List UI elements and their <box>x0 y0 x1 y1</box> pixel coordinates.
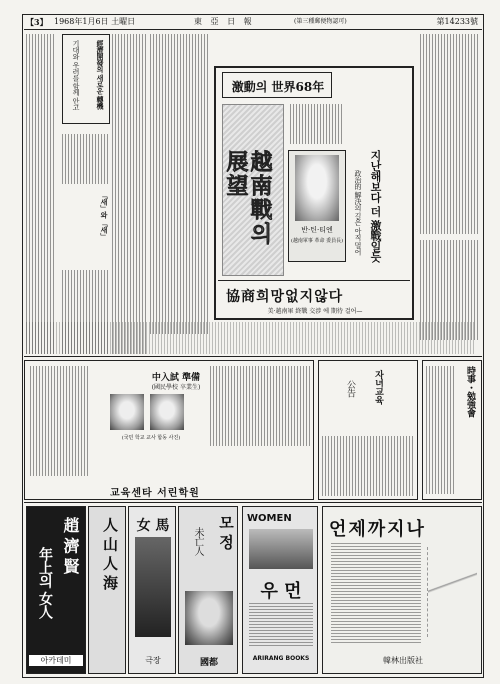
footer-academy: 교육센타 서린학원 <box>110 488 200 499</box>
ad-rule <box>24 502 482 503</box>
ad-book-ending-text <box>331 543 421 643</box>
ad-movie-4 <box>178 506 238 674</box>
ad-book-women-korean: 우 먼 <box>260 581 302 602</box>
ad-movie-4-brand: 國都 <box>199 658 218 668</box>
ad-movie-4-title: 모 정 <box>217 515 235 549</box>
mid-rule <box>24 356 482 357</box>
mid-title: 中入試 準備 <box>151 373 201 383</box>
ad-movie-3-title: 女 馬 <box>136 518 170 534</box>
ad-movie-1-brand: 아카데미 <box>29 655 83 666</box>
left-body-text <box>26 34 56 354</box>
left-body-text-3 <box>62 134 110 184</box>
left-headline-2: 「새」와 「새」 <box>100 192 109 240</box>
ad-book-women-title: WOMEN <box>247 513 292 524</box>
mid-photo-1 <box>110 394 144 430</box>
ad-movie-1-sub: 年上의 女人 <box>37 547 53 619</box>
feature-byline: 美·越南軍 終戰 交涉 에 期待 걸어— <box>267 308 363 315</box>
ad-movie-4-image <box>185 591 233 645</box>
center-title: 자녀교육 <box>373 370 383 404</box>
feature-bottom-headline: 協商희망없지않다 <box>226 289 344 305</box>
ad-book-ending-illustration <box>427 547 477 637</box>
paper-title: 東 亞 日 報 <box>194 17 255 26</box>
ad-movie-4-sub: 未亡人 <box>192 527 203 556</box>
feature-vertical-title: 越南戰의 展望 <box>223 150 273 246</box>
center-text <box>322 436 414 496</box>
ad-movie-2-title: 人 山 人 海 <box>101 517 119 590</box>
right-title: 時事・勉強會 <box>465 366 475 417</box>
issue-number: 第14233號 <box>436 17 478 26</box>
feature-right-text <box>290 104 342 144</box>
portrait-photo <box>295 155 339 221</box>
masthead <box>24 15 482 29</box>
edition-note: (第三種郵便物認可) <box>294 18 347 25</box>
ad-movie-3 <box>128 506 176 674</box>
feature-bottom-rule <box>218 280 410 281</box>
left-article <box>26 34 146 354</box>
feature-banner: 激動의 世界68年 <box>231 80 325 94</box>
ad-book-women <box>242 506 318 674</box>
portrait-caption: (越南軍事 革命 委員長) <box>290 238 344 244</box>
ad-book-ending-title: 언제까지나 <box>329 519 426 540</box>
column-2-text <box>150 34 210 334</box>
ad-movie-2 <box>88 506 126 674</box>
left-headline-1: 經濟開發의 새로운 轉機 <box>96 40 105 109</box>
lower-band-text <box>26 322 476 354</box>
mid-center-text <box>210 366 310 446</box>
mid-photo-caption: (국민 학교 교사 합동 사진) <box>121 435 181 441</box>
ad-movie-3-brand: 극장 <box>145 656 161 665</box>
mid-subtitle: (國民學校 卒業生) <box>151 384 201 391</box>
ad-movie-1-title: 趙 濟 賢 <box>61 517 80 574</box>
mid-photo-2 <box>150 394 184 430</box>
right-column-text <box>420 34 480 234</box>
feature-right-headline: 지난해보다 더 激戰일듯 <box>369 150 382 262</box>
ad-movie-1 <box>26 506 86 674</box>
ad-book-women-image <box>249 529 313 569</box>
mid-left-text <box>30 366 90 476</box>
ad-book-women-text <box>249 603 313 647</box>
page-number: 【3】 <box>26 17 48 27</box>
left-headline-3: 기대와 우려를 함께 안고 <box>72 40 80 111</box>
right-box-text <box>426 366 454 494</box>
portrait-frame <box>288 150 346 262</box>
ad-movie-3-image <box>135 537 171 637</box>
issue-date: 1968年1月6日 土曜日 <box>54 17 136 26</box>
center-note: 公告 <box>345 380 355 397</box>
ad-book-ending <box>322 506 482 674</box>
masthead-rule <box>24 29 482 30</box>
ad-book-women-brand: ARIRANG BOOKS <box>252 655 310 662</box>
portrait-name: 반·틴·티엔 <box>301 226 333 234</box>
left-body-text-2 <box>112 34 146 354</box>
feature-right-sub: 政治的 解決의 길은 아직 멀어 <box>354 170 362 255</box>
ad-book-ending-brand: 韓林出版社 <box>383 656 423 665</box>
